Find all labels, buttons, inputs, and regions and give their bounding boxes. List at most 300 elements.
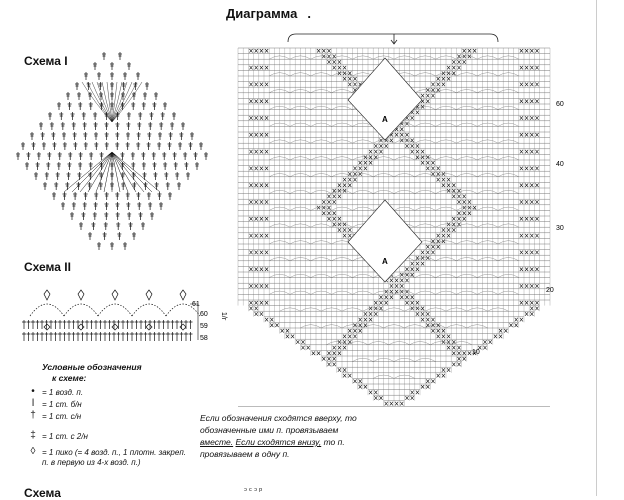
schema-2-row-58: 58 — [200, 335, 208, 342]
stitch-mark — [25, 162, 29, 170]
stitch-mark — [78, 102, 82, 110]
stitch-mark — [127, 212, 131, 220]
stitch-mark — [136, 142, 140, 150]
fan-stroke — [112, 152, 160, 192]
stitch-mark — [136, 192, 140, 200]
fan-stroke — [80, 152, 112, 192]
stitch-mark — [72, 332, 76, 341]
stitch-mark — [48, 112, 52, 120]
stitch-mark — [175, 172, 179, 180]
stitch-mark — [172, 112, 176, 120]
stitch-mark — [142, 162, 146, 170]
stitch-mark — [204, 152, 208, 160]
stitch-mark — [40, 332, 44, 341]
stitch-mark — [54, 182, 58, 190]
stitch-mark — [94, 320, 98, 329]
stitch-mark — [115, 142, 119, 150]
stitch-mark — [139, 212, 143, 220]
stitch-mark — [141, 152, 145, 160]
stitch-mark — [157, 320, 161, 329]
stitch-mark — [126, 122, 130, 130]
stitch-mark — [65, 182, 69, 190]
picot-icon — [44, 290, 50, 300]
stitch-mark — [46, 162, 50, 170]
stitch-mark — [159, 122, 163, 130]
stitch-mark — [126, 332, 130, 341]
stitch-mark — [120, 152, 124, 160]
stitch-mark — [154, 92, 158, 100]
picot-icon — [112, 324, 118, 330]
stitch-mark — [108, 320, 112, 329]
stitch-mark — [67, 320, 71, 329]
stitch-mark — [97, 72, 101, 80]
stitch-mark — [54, 320, 58, 329]
stitch-mark — [31, 142, 35, 150]
stitch-mark — [72, 202, 76, 210]
legend-item-dc: † = 1 ст. с/н — [42, 412, 81, 422]
stitch-mark — [58, 320, 62, 329]
stitch-mark — [63, 192, 67, 200]
stitch-mark — [31, 332, 35, 341]
stitch-mark — [70, 212, 74, 220]
stitch-mark — [16, 152, 20, 160]
stitch-mark — [139, 320, 143, 329]
stitch-mark — [89, 102, 93, 110]
stitch-mark — [184, 332, 188, 341]
stitch-mark — [73, 132, 77, 140]
fan-stroke — [112, 82, 127, 122]
fan-stroke — [72, 152, 112, 192]
stitch-mark — [115, 132, 119, 140]
stitch-mark — [121, 320, 125, 329]
stitch-mark — [144, 332, 148, 341]
stitch-mark — [115, 202, 119, 210]
stitch-mark — [27, 320, 31, 329]
diamond-label-upper: A — [382, 115, 388, 124]
stitch-mark — [153, 320, 157, 329]
stitch-mark — [36, 162, 40, 170]
stitch-mark — [126, 132, 130, 140]
stitch-mark — [129, 222, 133, 230]
stitch-mark — [162, 152, 166, 160]
stitch-mark — [142, 102, 146, 110]
legend-item-picot: ◊ = 1 пико (= 4 возд. п., 1 плотн. закреп. п. в первую из 4-х возд. п.) — [42, 448, 192, 468]
stitch-mark — [155, 182, 159, 190]
stitch-mark — [162, 320, 166, 329]
stitch-mark — [56, 172, 60, 180]
stitch-mark — [104, 212, 108, 220]
stitch-mark — [84, 142, 88, 150]
stitch-mark — [123, 242, 127, 250]
stitch-mark — [31, 320, 35, 329]
schema-2-row-59: 59 — [200, 323, 208, 330]
stitch-mark — [148, 202, 152, 210]
stitch-mark — [137, 202, 141, 210]
stitch-mark — [152, 102, 156, 110]
schema-2-title: Схема II — [24, 260, 71, 274]
stitch-mark — [175, 332, 179, 341]
stitch-mark — [159, 202, 163, 210]
stitch-mark — [94, 122, 98, 130]
stitch-mark — [117, 332, 121, 341]
stitch-mark — [147, 142, 151, 150]
stitch-mark — [90, 332, 94, 341]
stitch-mark — [85, 320, 89, 329]
stitch-mark — [58, 152, 62, 160]
stitch-mark — [173, 152, 177, 160]
stitch-mark — [169, 132, 173, 140]
stitch-mark — [84, 192, 88, 200]
picot-icon — [180, 290, 186, 300]
stitch-mark — [93, 62, 97, 70]
top-bracket — [288, 34, 498, 42]
treble-crochet-icon: ‡ — [30, 430, 36, 441]
stitch-mark — [72, 122, 76, 130]
stitch-mark — [57, 162, 61, 170]
stitch-mark — [52, 192, 56, 200]
stitch-mark — [157, 142, 161, 150]
stitch-mark — [121, 332, 125, 341]
stitch-mark — [94, 332, 98, 341]
row-number-40: 40 — [556, 161, 564, 168]
stitch-mark — [50, 122, 54, 130]
stitch-mark — [130, 320, 134, 329]
stitch-mark — [105, 122, 109, 130]
stitch-mark — [37, 152, 41, 160]
stitch-mark — [150, 212, 154, 220]
stitch-mark — [184, 320, 188, 329]
stitch-mark — [105, 202, 109, 210]
schema-1-drawing — [12, 42, 212, 252]
stitch-mark — [79, 152, 83, 160]
stitch-mark — [115, 122, 119, 130]
footnote: Если обозначения сходятся вверху, то обозначенные ими п. провязываем вместе. Если сходятся внизу, то п. провязываем в одну п. — [200, 413, 357, 459]
page-edge — [596, 0, 597, 496]
stitch-mark — [22, 320, 26, 329]
stitch-mark — [45, 332, 49, 341]
diagram-title: Диаграмма . — [226, 6, 311, 21]
stitch-mark — [71, 112, 75, 120]
stitch-mark — [132, 232, 136, 240]
stitch-mark — [73, 142, 77, 150]
stitch-mark — [116, 222, 120, 230]
stitch-mark — [79, 222, 83, 230]
stitch-mark — [139, 332, 143, 341]
stitch-mark — [166, 182, 170, 190]
stitch-mark — [115, 192, 119, 200]
stitch-mark — [163, 162, 167, 170]
stitch-mark — [67, 332, 71, 341]
stitch-mark — [137, 132, 141, 140]
picot-icon — [44, 324, 50, 330]
stitch-mark — [87, 82, 91, 90]
stitch-mark — [99, 332, 103, 341]
stitch-mark — [104, 222, 108, 230]
picot-icon — [78, 324, 84, 330]
stitch-mark — [110, 242, 114, 250]
stitch-mark — [189, 142, 193, 150]
stitch-mark — [171, 332, 175, 341]
stitch-mark — [141, 222, 145, 230]
legend-item-tr: ‡ = 1 ст. с 2/н — [42, 432, 88, 442]
stitch-mark — [93, 112, 97, 120]
stitch-mark — [147, 192, 151, 200]
stitch-mark — [152, 152, 156, 160]
stitch-mark — [143, 92, 147, 100]
stitch-mark — [94, 192, 98, 200]
stitch-mark — [43, 182, 47, 190]
row-number-10: 10 — [472, 349, 480, 356]
stitch-mark — [54, 332, 58, 341]
stitch-mark — [84, 72, 88, 80]
stitch-mark — [94, 202, 98, 210]
stitch-mark — [148, 332, 152, 341]
center-arrow-icon — [391, 34, 397, 44]
stitch-mark — [179, 132, 183, 140]
stitch-mark — [116, 212, 120, 220]
stitch-mark — [126, 142, 130, 150]
stitch-mark — [62, 132, 66, 140]
stitch-mark — [51, 132, 55, 140]
stitch-mark — [189, 320, 193, 329]
stitch-mark — [34, 172, 38, 180]
stitch-mark — [77, 172, 81, 180]
stitch-mark — [85, 332, 89, 341]
stitch-mark — [90, 320, 94, 329]
stitch-mark — [153, 172, 157, 180]
stitch-mark — [83, 132, 87, 140]
fan-stroke — [97, 82, 112, 122]
stitch-mark — [63, 142, 67, 150]
bottom-clipped-marks: ᵓ ᶜ ᵓ ᵖ — [244, 486, 263, 495]
stitch-mark — [39, 122, 43, 130]
stitch-mark — [168, 192, 172, 200]
stitch-mark — [100, 152, 104, 160]
fan-stroke — [96, 152, 112, 192]
stitch-mark — [148, 122, 152, 130]
schema-2-row-61: 61 — [192, 301, 200, 308]
stitch-mark — [21, 142, 25, 150]
chain-arch — [64, 304, 98, 316]
stitch-mark — [153, 332, 157, 341]
stitch-mark — [118, 52, 122, 60]
stitch-mark — [178, 142, 182, 150]
stitch-mark — [143, 172, 147, 180]
row-number-30: 30 — [556, 225, 564, 232]
stitch-mark — [91, 222, 95, 230]
stitch-mark — [145, 82, 149, 90]
stitch-mark — [99, 320, 103, 329]
stitch-mark — [94, 142, 98, 150]
stitch-mark — [40, 320, 44, 329]
stitch-mark — [73, 192, 77, 200]
stitch-mark — [183, 152, 187, 160]
picot-icon — [78, 290, 84, 300]
stitch-mark — [76, 332, 80, 341]
stitch-mark — [105, 132, 109, 140]
stitch-mark — [136, 72, 140, 80]
double-crochet-icon: † — [30, 410, 36, 421]
picot-icon — [112, 290, 118, 300]
stitch-mark — [88, 92, 92, 100]
stitch-mark — [63, 320, 67, 329]
stitch-mark — [168, 142, 172, 150]
diamond-label-lower: A — [382, 257, 388, 266]
stitch-mark — [67, 172, 71, 180]
stitch-mark — [72, 320, 76, 329]
stitch-mark — [97, 242, 101, 250]
stitch-mark — [153, 162, 157, 170]
stitch-mark — [66, 92, 70, 100]
stitch-mark — [164, 172, 168, 180]
stitch-mark — [105, 142, 109, 150]
stitch-mark — [158, 132, 162, 140]
stitch-mark — [177, 182, 181, 190]
stitch-mark — [57, 102, 61, 110]
stitch-mark — [175, 320, 179, 329]
stitch-mark — [135, 332, 139, 341]
stitch-mark — [166, 320, 170, 329]
stitch-mark — [81, 212, 85, 220]
legend-title: Условные обозначения к схеме: — [42, 362, 142, 383]
stitch-mark — [68, 152, 72, 160]
stitch-mark — [161, 112, 165, 120]
stitch-mark — [82, 112, 86, 120]
stitch-mark — [42, 142, 46, 150]
fan-stroke — [64, 152, 112, 192]
stitch-mark — [180, 332, 184, 341]
stitch-mark — [190, 132, 194, 140]
stitch-mark — [130, 332, 134, 341]
stitch-mark — [137, 122, 141, 130]
stitch-mark — [103, 320, 107, 329]
stitch-mark — [131, 152, 135, 160]
legend-item-chain: • = 1 возд. п. — [42, 388, 83, 398]
chain-arch — [132, 304, 166, 316]
stitch-mark — [163, 102, 167, 110]
stitch-mark — [199, 142, 203, 150]
schema-2-side-label: 1/г — [220, 312, 227, 321]
stitch-mark — [189, 332, 193, 341]
schema-2-row-60: 60 — [200, 311, 208, 318]
stitch-mark — [77, 92, 81, 100]
stitch-mark — [27, 332, 31, 341]
stitch-mark — [126, 192, 130, 200]
chain-arch — [98, 304, 132, 316]
stitch-mark — [103, 232, 107, 240]
picot-icon: ◊ — [30, 446, 36, 457]
fan-stroke — [112, 152, 152, 192]
stitch-mark — [127, 112, 131, 120]
stitch-mark — [126, 202, 130, 210]
stitch-mark — [22, 332, 26, 341]
stitch-mark — [102, 52, 106, 60]
stitch-mark — [135, 320, 139, 329]
stitch-mark — [52, 142, 56, 150]
stitch-mark — [49, 332, 53, 341]
fan-stroke — [112, 152, 144, 192]
stitch-mark — [170, 122, 174, 130]
stitch-mark — [105, 192, 109, 200]
stitch-mark — [83, 202, 87, 210]
stitch-mark — [61, 122, 65, 130]
stitch-mark — [186, 172, 190, 180]
stitch-mark — [36, 320, 40, 329]
stitch-mark — [132, 92, 136, 100]
legend-item-sc: ǀ = 1 ст. б/н — [42, 400, 82, 410]
stitch-mark — [75, 82, 79, 90]
stitch-mark — [174, 162, 178, 170]
row-number-20: 20 — [546, 287, 554, 294]
stitch-mark — [81, 332, 85, 341]
stitch-mark — [110, 72, 114, 80]
picot-icon — [146, 324, 152, 330]
stitch-mark — [181, 122, 185, 130]
stitch-mark — [94, 132, 98, 140]
stitch-mark — [131, 102, 135, 110]
stitch-mark — [157, 192, 161, 200]
stitch-mark — [117, 232, 121, 240]
chain-arch — [30, 304, 64, 316]
stitch-mark — [108, 332, 112, 341]
stitch-mark — [88, 232, 92, 240]
stitch-mark — [112, 332, 116, 341]
stitch-mark — [45, 172, 49, 180]
stitch-mark — [195, 162, 199, 170]
stitch-mark — [133, 82, 137, 90]
schema-1-title: Схема I — [24, 54, 68, 68]
stitch-mark — [194, 152, 198, 160]
stitch-mark — [58, 332, 62, 341]
stitch-mark — [89, 152, 93, 160]
filet-diagram — [236, 26, 576, 416]
diamond-lower — [348, 200, 422, 282]
stitch-mark — [68, 102, 72, 110]
stitch-mark — [166, 332, 170, 341]
stitch-mark — [41, 132, 45, 140]
row-number-60: 60 — [556, 101, 564, 108]
stitch-mark — [47, 152, 51, 160]
bottom-clipped-title: Схема — [24, 486, 61, 500]
picot-icon — [146, 290, 152, 300]
stitch-mark — [30, 132, 34, 140]
stitch-mark — [157, 332, 161, 341]
stitch-mark — [93, 212, 97, 220]
stitch-mark — [59, 112, 63, 120]
stitch-mark — [83, 122, 87, 130]
single-crochet-icon: ǀ — [31, 398, 35, 409]
stitch-mark — [36, 332, 40, 341]
stitch-mark — [76, 320, 80, 329]
stitch-mark — [77, 182, 81, 190]
stitch-mark — [138, 112, 142, 120]
stitch-mark — [103, 332, 107, 341]
stitch-mark — [68, 162, 72, 170]
stitch-mark — [63, 332, 67, 341]
stitch-mark — [123, 72, 127, 80]
stitch-mark — [126, 320, 130, 329]
stitch-mark — [110, 62, 114, 70]
stitch-mark — [78, 162, 82, 170]
stitch-mark — [147, 132, 151, 140]
stitch-mark — [144, 182, 148, 190]
stitch-mark — [26, 152, 30, 160]
stitch-mark — [127, 62, 131, 70]
stitch-mark — [149, 112, 153, 120]
fan-stroke — [112, 152, 128, 192]
picot-icon — [180, 324, 186, 330]
stitch-mark — [184, 162, 188, 170]
